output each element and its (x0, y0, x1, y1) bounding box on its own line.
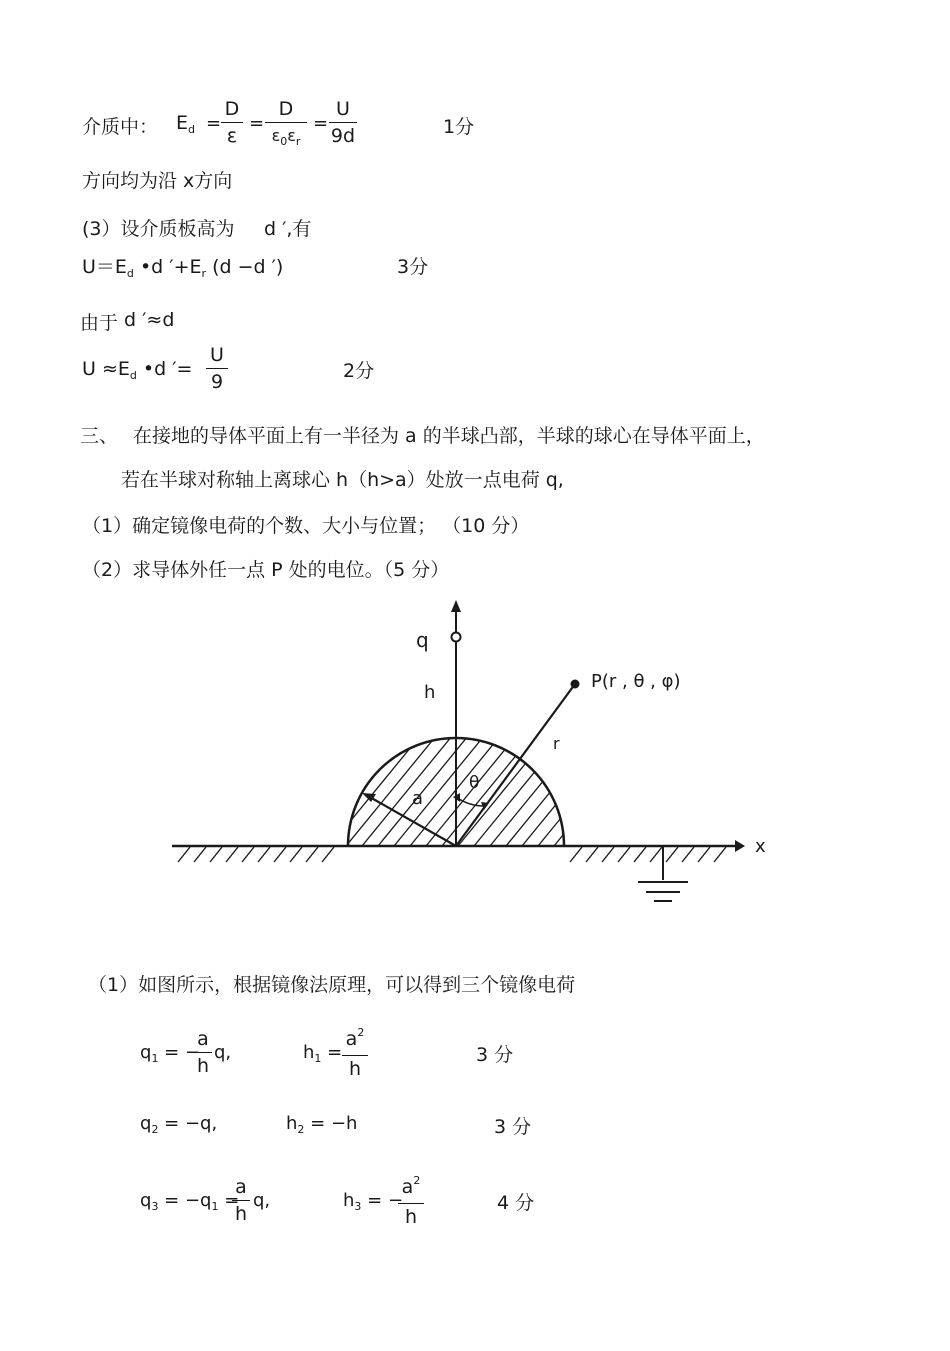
equals-sign: = (249, 113, 265, 134)
score-row2: 3 分 (494, 1116, 532, 1138)
x-axis-arrowhead (735, 840, 745, 852)
axis-arrowhead (451, 600, 461, 612)
voltage-equation: $U=E_d$ •d $'+E_r$ (d −d ′) (82, 256, 284, 280)
score-3: 3分 (397, 256, 429, 278)
plane-hatching-left (178, 847, 334, 862)
label-h: h (424, 682, 436, 703)
problem-text-line2: 若在半球对称轴上离球心 h（h>a）处放一点电荷 q, (121, 469, 564, 491)
q1-after: q, (214, 1042, 232, 1063)
hemisphere-figure (0, 590, 950, 920)
question-1: （1）确定镜像电荷的个数、大小与位置； （10 分） (82, 515, 530, 537)
q3-after: q, (253, 1190, 271, 1211)
h1-lhs: $h_1$ = (303, 1042, 343, 1065)
problem-number: 三、 (80, 425, 119, 447)
q1-lhs: $q_1$ = − (140, 1042, 201, 1065)
direction-text: 方向均为沿 x方向 (82, 170, 233, 192)
h3-lhs: $h_3$ = − (343, 1190, 404, 1213)
item3-var: d ′,有 (264, 218, 312, 240)
label-q: q (416, 628, 429, 652)
fraction-a-over-h-row3: a h (232, 1176, 250, 1225)
q3-lhs: $q_3 = -q_1$ = (140, 1190, 240, 1213)
fraction-U-over-9: U 9 (206, 344, 228, 393)
problem-text-line1: 在接地的导体平面上有一半径为 a 的半球凸部，半球的球心在导体平面上， (133, 425, 765, 447)
field-Ed: $E_d$ (176, 112, 195, 136)
label-x: x (755, 836, 766, 857)
medium-label: 介质中： (82, 116, 159, 138)
fraction-a-over-h: a h (194, 1028, 212, 1077)
label-theta: θ (469, 773, 480, 793)
radius-arrowhead (362, 793, 376, 802)
score-2: 2分 (343, 360, 375, 382)
score-row1: 3 分 (476, 1044, 514, 1066)
label-P: P(r , θ , φ) (591, 671, 681, 692)
solution-intro: （1）如图所示，根据镜像法原理，可以得到三个镜像电荷 (88, 974, 576, 996)
fraction-D-over-epsilon: D ε (221, 98, 243, 147)
equals-sign: = (206, 113, 222, 134)
fraction-U-over-9d: U 9d (330, 98, 356, 147)
question-2: （2）求导体外任一点 P 处的电位。（5 分） (82, 559, 450, 581)
approx-equation: $U \approx E_d$ •d ′= (82, 358, 193, 382)
since-label: 由于 (80, 312, 119, 334)
score-1: 1分 (443, 116, 475, 138)
label-r: r (553, 734, 560, 753)
h2-equation: $h_2 = -h$ (286, 1113, 358, 1136)
plane-hatching-right (570, 847, 726, 862)
fraction-D-over-eps0-epsr: D $\varepsilon_0\varepsilon_r$ (265, 98, 307, 149)
fraction-a2-over-h-row3: $a^2$ h (398, 1176, 424, 1228)
point-P (571, 680, 580, 689)
q2-equation: $q_2 = -q$, (140, 1113, 218, 1136)
score-row3: 4 分 (497, 1192, 535, 1214)
since-expr: d ′≈d (124, 309, 175, 331)
equals-sign: = (313, 113, 329, 134)
label-a: a (412, 788, 424, 809)
item3-label: (3）设介质板高为 (82, 218, 235, 240)
fraction-a2-over-h: $a^2$ h (342, 1028, 368, 1080)
hemisphere-hatching (330, 736, 644, 846)
point-charge-q (452, 633, 461, 642)
